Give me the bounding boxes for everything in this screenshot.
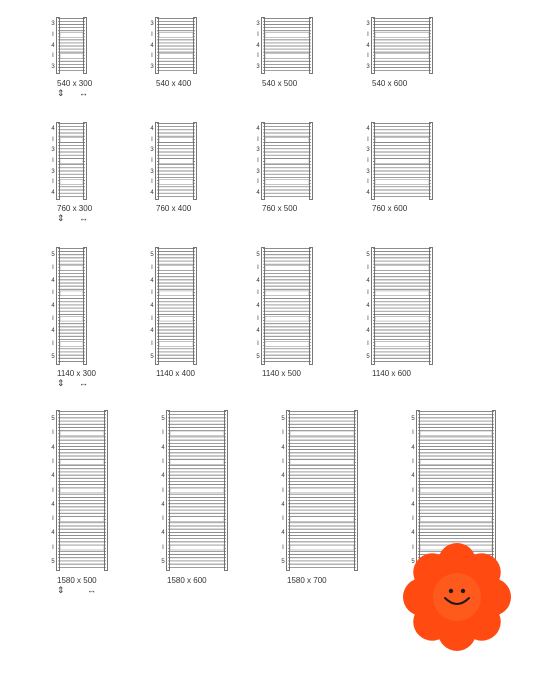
radiator-drawing — [155, 122, 197, 200]
radiator-frame — [56, 410, 108, 571]
radiator-gap — [60, 137, 83, 142]
section-count-label: I — [151, 265, 153, 271]
flower-smiley-icon — [400, 540, 515, 655]
section-count-label: 4 — [161, 444, 165, 451]
section-count-label: 3 — [256, 21, 260, 28]
section-count-label: I — [52, 290, 54, 297]
radiator-rail-right — [310, 18, 313, 74]
section-count-label: I — [257, 158, 259, 164]
radiator-rail-left — [262, 18, 265, 74]
radiator-rail-left — [372, 18, 375, 74]
section-count-label: I — [162, 430, 164, 437]
section-count-label: I — [151, 158, 153, 164]
radiator-gap — [60, 517, 104, 522]
radiator-gap — [265, 159, 309, 164]
section-count-label: 5 — [161, 416, 165, 423]
radiator-rail-left — [167, 411, 170, 571]
radiator-gap — [60, 316, 83, 321]
section-count-label: I — [52, 179, 54, 186]
radiator-rail-right — [310, 248, 313, 365]
width-arrow-icon: ↔ — [87, 585, 96, 595]
radiator-rail-right — [430, 18, 433, 74]
section-count-label: 4 — [51, 126, 55, 133]
section-count-label: I — [52, 341, 54, 347]
radiator-gap — [159, 266, 193, 271]
radiator-gap — [420, 517, 492, 522]
radiator-rail-right — [355, 411, 358, 571]
section-count-label: 5 — [51, 353, 55, 360]
radiator-drawing — [155, 17, 197, 74]
section-count-label: I — [367, 158, 369, 164]
section-count-label: 4 — [51, 277, 55, 284]
radiator-rail-left — [262, 123, 265, 200]
radiator-gap — [60, 545, 104, 550]
section-count-label: 4 — [366, 42, 370, 49]
section-count-label: I — [257, 290, 259, 297]
section-count-label: 5 — [161, 558, 165, 565]
radiator-gap — [159, 316, 193, 321]
section-count-label: 4 — [150, 277, 154, 284]
width-arrow-icon: ↔ — [79, 88, 88, 98]
radiator-frame — [371, 17, 433, 74]
section-count-label: I — [162, 487, 164, 494]
section-count-label: 5 — [411, 416, 415, 423]
section-count-label: 3 — [51, 168, 55, 175]
radiator-gap — [159, 291, 193, 296]
radiator-gap — [60, 33, 83, 38]
radiator-gap — [60, 342, 83, 347]
radiator-gap — [290, 545, 354, 550]
radiator-frame — [56, 247, 87, 365]
radiator-gap — [375, 291, 429, 296]
radiator-rail-right — [430, 123, 433, 200]
section-count-label: 4 — [150, 42, 154, 49]
radiator-rail-left — [57, 411, 60, 571]
section-count-label: I — [151, 53, 153, 60]
section-count-label: 4 — [150, 303, 154, 309]
radiator-gap — [265, 266, 309, 271]
size-caption: 760 x 500 — [262, 204, 298, 213]
section-count-label: 5 — [411, 558, 415, 565]
radiator-gap — [375, 54, 429, 59]
section-count-label: 4 — [366, 303, 370, 309]
radiator-rail-right — [84, 123, 87, 200]
radiator-drawing — [261, 247, 313, 365]
section-count-label: I — [367, 290, 369, 297]
section-count-label: I — [282, 487, 284, 494]
radiator-gap — [420, 460, 492, 465]
size-caption: 760 x 300 — [57, 204, 93, 213]
section-count-label: 5 — [150, 252, 154, 259]
section-count-label: 4 — [161, 501, 165, 508]
size-caption: 1580 x 600 — [167, 576, 207, 585]
radiator-rail-left — [57, 123, 60, 200]
section-count-label: 5 — [256, 353, 260, 360]
section-count-label: 3 — [150, 147, 154, 154]
section-count-label: 4 — [51, 328, 55, 335]
section-count-label: I — [412, 458, 414, 465]
section-count-label: 5 — [150, 353, 154, 360]
section-count-label: 3 — [366, 147, 370, 154]
radiator-rail-left — [372, 248, 375, 365]
radiator-rail-right — [194, 248, 197, 365]
radiator-gap — [170, 460, 224, 465]
radiator-frame — [371, 122, 433, 200]
radiator-gap — [60, 488, 104, 493]
flower-eye-right — [461, 589, 465, 593]
section-count-label: I — [412, 487, 414, 494]
section-count-label: 3 — [366, 63, 370, 70]
section-count-label: I — [151, 136, 153, 143]
size-caption: 1140 x 400 — [156, 369, 195, 378]
radiator-rail-right — [225, 411, 228, 571]
width-arrow-icon: ↔ — [79, 213, 88, 223]
section-count-label: I — [52, 315, 54, 322]
section-count-label: 4 — [256, 277, 260, 284]
radiator-frame — [261, 247, 313, 365]
section-count-label: I — [52, 136, 54, 143]
radiator-drawing — [261, 122, 313, 200]
section-count-label: 4 — [150, 328, 154, 335]
section-count-label: 4 — [51, 42, 55, 49]
radiator-rail-right — [194, 18, 197, 74]
section-count-label: I — [151, 290, 153, 297]
section-count-label: 4 — [281, 444, 285, 451]
section-count-label: 4 — [161, 530, 165, 537]
section-count-label: 4 — [411, 444, 415, 451]
section-count-label: 4 — [51, 303, 55, 309]
radiator-rail-left — [57, 18, 60, 74]
section-count-label: 4 — [51, 473, 55, 480]
radiator-frame — [155, 122, 197, 200]
radiator-drawing — [261, 17, 313, 74]
section-count-label: I — [52, 265, 54, 271]
section-count-label: 4 — [150, 189, 154, 196]
section-count-label: 4 — [366, 328, 370, 335]
radiator-gap — [159, 54, 193, 59]
radiator-frame — [261, 122, 313, 200]
section-count-label: 3 — [51, 21, 55, 28]
section-count-label: I — [52, 53, 54, 60]
section-count-label: I — [412, 544, 414, 551]
section-count-label: 4 — [51, 444, 55, 451]
section-count-label: 4 — [150, 126, 154, 133]
radiator-rail-right — [430, 248, 433, 365]
radiator-gap — [265, 54, 309, 59]
radiator-gap — [265, 342, 309, 347]
radiator-gap — [265, 180, 309, 185]
section-count-label: 4 — [411, 530, 415, 537]
radiator-gap — [290, 488, 354, 493]
radiator-gap — [265, 137, 309, 142]
radiator-rail-left — [156, 18, 159, 74]
radiator-gap — [290, 517, 354, 522]
radiator-gap — [375, 316, 429, 321]
section-count-label: 3 — [150, 63, 154, 70]
radiator-gap — [375, 137, 429, 142]
radiator-rail-right — [105, 411, 108, 571]
section-count-label: 3 — [366, 21, 370, 28]
radiator-frame — [286, 410, 358, 571]
size-caption: 760 x 400 — [156, 204, 192, 213]
section-count-label: I — [162, 544, 164, 551]
section-count-label: I — [52, 31, 54, 38]
section-count-label: 4 — [161, 473, 165, 480]
section-count-label: 4 — [256, 328, 260, 335]
size-caption: 540 x 400 — [156, 79, 192, 88]
radiator-gap — [159, 33, 193, 38]
radiator-drawing — [371, 122, 433, 200]
radiator-gap — [375, 159, 429, 164]
radiator-drawing — [56, 247, 87, 365]
section-count-label: I — [52, 430, 54, 437]
radiator-drawing — [56, 17, 87, 74]
section-count-label: 4 — [281, 530, 285, 537]
section-count-label: I — [282, 458, 284, 465]
section-count-label: 3 — [366, 168, 370, 175]
height-arrow-icon: ⇕ — [57, 585, 65, 595]
radiator-frame — [56, 122, 87, 200]
section-count-label: I — [282, 516, 284, 523]
radiator-frame — [155, 17, 197, 74]
size-caption: 1140 x 600 — [372, 369, 411, 378]
radiator-gap — [60, 431, 104, 436]
size-caption: 760 x 600 — [372, 204, 408, 213]
radiator-frame — [371, 247, 433, 365]
section-count-label: 5 — [366, 353, 370, 360]
section-count-label: 5 — [256, 252, 260, 259]
section-count-label: I — [257, 315, 259, 322]
section-count-label: I — [367, 31, 369, 38]
radiator-gap — [265, 33, 309, 38]
size-caption: 1580 x 500 — [57, 576, 97, 585]
section-count-label: I — [367, 315, 369, 322]
radiator-gap — [60, 54, 83, 59]
section-count-label: 3 — [150, 168, 154, 175]
section-count-label: I — [257, 265, 259, 271]
section-count-label: 5 — [51, 558, 55, 565]
radiator-drawing — [166, 410, 228, 571]
radiator-rail-right — [194, 123, 197, 200]
section-count-label: I — [52, 487, 54, 494]
section-count-label: I — [257, 31, 259, 38]
width-arrow-icon: ↔ — [79, 378, 88, 388]
section-count-label: I — [412, 430, 414, 437]
section-count-label: I — [257, 179, 259, 186]
radiator-drawing — [56, 122, 87, 200]
radiator-gap — [290, 431, 354, 436]
radiator-drawing — [286, 410, 358, 571]
radiator-rail-left — [156, 123, 159, 200]
section-count-label: 3 — [256, 147, 260, 154]
radiator-gap — [420, 488, 492, 493]
section-count-label: I — [367, 136, 369, 143]
section-count-label: 4 — [366, 277, 370, 284]
section-count-label: 4 — [256, 303, 260, 309]
section-count-label: 3 — [256, 63, 260, 70]
section-count-label: 5 — [281, 416, 285, 423]
section-count-label: I — [52, 516, 54, 523]
size-caption: 540 x 300 — [57, 79, 93, 88]
radiator-gap — [375, 342, 429, 347]
flower-center — [433, 573, 481, 621]
section-count-label: I — [367, 179, 369, 186]
section-count-label: I — [282, 544, 284, 551]
radiator-drawing — [371, 17, 433, 74]
radiator-gap — [60, 180, 83, 185]
radiator-rail-left — [262, 248, 265, 365]
size-caption: 1580 x 700 — [287, 576, 327, 585]
radiator-gap — [290, 460, 354, 465]
section-count-label: 5 — [366, 252, 370, 259]
size-caption: 1140 x 500 — [262, 369, 301, 378]
radiator-gap — [60, 266, 83, 271]
section-count-label: 3 — [51, 147, 55, 154]
section-count-label: I — [151, 179, 153, 186]
section-count-label: I — [52, 544, 54, 551]
section-count-label: I — [282, 430, 284, 437]
section-count-label: 3 — [256, 168, 260, 175]
radiator-gap — [159, 159, 193, 164]
height-arrow-icon: ⇕ — [57, 88, 65, 98]
radiator-gap — [375, 266, 429, 271]
section-count-label: 4 — [411, 501, 415, 508]
radiator-gap — [159, 137, 193, 142]
radiator-gap — [60, 159, 83, 164]
section-count-label: 5 — [51, 416, 55, 423]
radiator-rail-left — [57, 248, 60, 365]
section-count-label: I — [162, 458, 164, 465]
radiator-rail-right — [84, 248, 87, 365]
radiator-gap — [170, 517, 224, 522]
radiator-frame — [261, 17, 313, 74]
section-count-label: 3 — [150, 21, 154, 28]
radiator-gap — [170, 545, 224, 550]
section-count-label: 4 — [256, 126, 260, 133]
section-count-label: 4 — [366, 126, 370, 133]
section-count-label: I — [257, 53, 259, 60]
radiator-gap — [170, 488, 224, 493]
radiator-rail-left — [372, 123, 375, 200]
radiator-rail-right — [310, 123, 313, 200]
section-count-label: 4 — [256, 42, 260, 49]
section-count-label: 4 — [256, 189, 260, 196]
height-arrow-icon: ⇕ — [57, 213, 65, 223]
section-count-label: 4 — [411, 473, 415, 480]
section-count-label: I — [412, 516, 414, 523]
radiator-drawing — [371, 247, 433, 365]
section-count-label: I — [52, 158, 54, 164]
radiator-frame — [56, 17, 87, 74]
section-count-label: 4 — [51, 530, 55, 537]
radiator-rail-right — [84, 18, 87, 74]
section-count-label: I — [151, 31, 153, 38]
section-count-label: 4 — [281, 501, 285, 508]
size-caption: 540 x 500 — [262, 79, 298, 88]
size-caption: 540 x 600 — [372, 79, 408, 88]
section-count-label: I — [257, 341, 259, 347]
radiator-gap — [159, 180, 193, 185]
height-arrow-icon: ⇕ — [57, 378, 65, 388]
radiator-gap — [265, 291, 309, 296]
radiator-rail-left — [287, 411, 290, 571]
radiator-drawing — [56, 410, 108, 571]
section-count-label: I — [257, 136, 259, 143]
section-count-label: I — [367, 53, 369, 60]
section-count-label: 4 — [366, 189, 370, 196]
section-count-label: I — [151, 315, 153, 322]
radiator-gap — [159, 342, 193, 347]
radiator-drawing — [155, 247, 197, 365]
radiator-gap — [60, 460, 104, 465]
radiator-gap — [420, 431, 492, 436]
section-count-label: 4 — [51, 189, 55, 196]
section-count-label: I — [162, 516, 164, 523]
section-count-label: I — [52, 458, 54, 465]
section-count-label: 3 — [51, 63, 55, 70]
radiator-frame — [166, 410, 228, 571]
section-count-label: 4 — [51, 501, 55, 508]
section-count-label: 4 — [281, 473, 285, 480]
section-count-label: I — [151, 341, 153, 347]
size-caption: 1140 x 300 — [57, 369, 96, 378]
radiator-gap — [170, 431, 224, 436]
radiator-gap — [375, 33, 429, 38]
radiator-gap — [265, 316, 309, 321]
radiator-gap — [375, 180, 429, 185]
section-count-label: I — [367, 265, 369, 271]
section-count-label: 5 — [281, 558, 285, 565]
section-count-label: 5 — [51, 252, 55, 259]
radiator-frame — [155, 247, 197, 365]
section-count-label: I — [367, 341, 369, 347]
radiator-rail-left — [156, 248, 159, 365]
radiator-gap — [60, 291, 83, 296]
flower-eye-left — [449, 589, 453, 593]
